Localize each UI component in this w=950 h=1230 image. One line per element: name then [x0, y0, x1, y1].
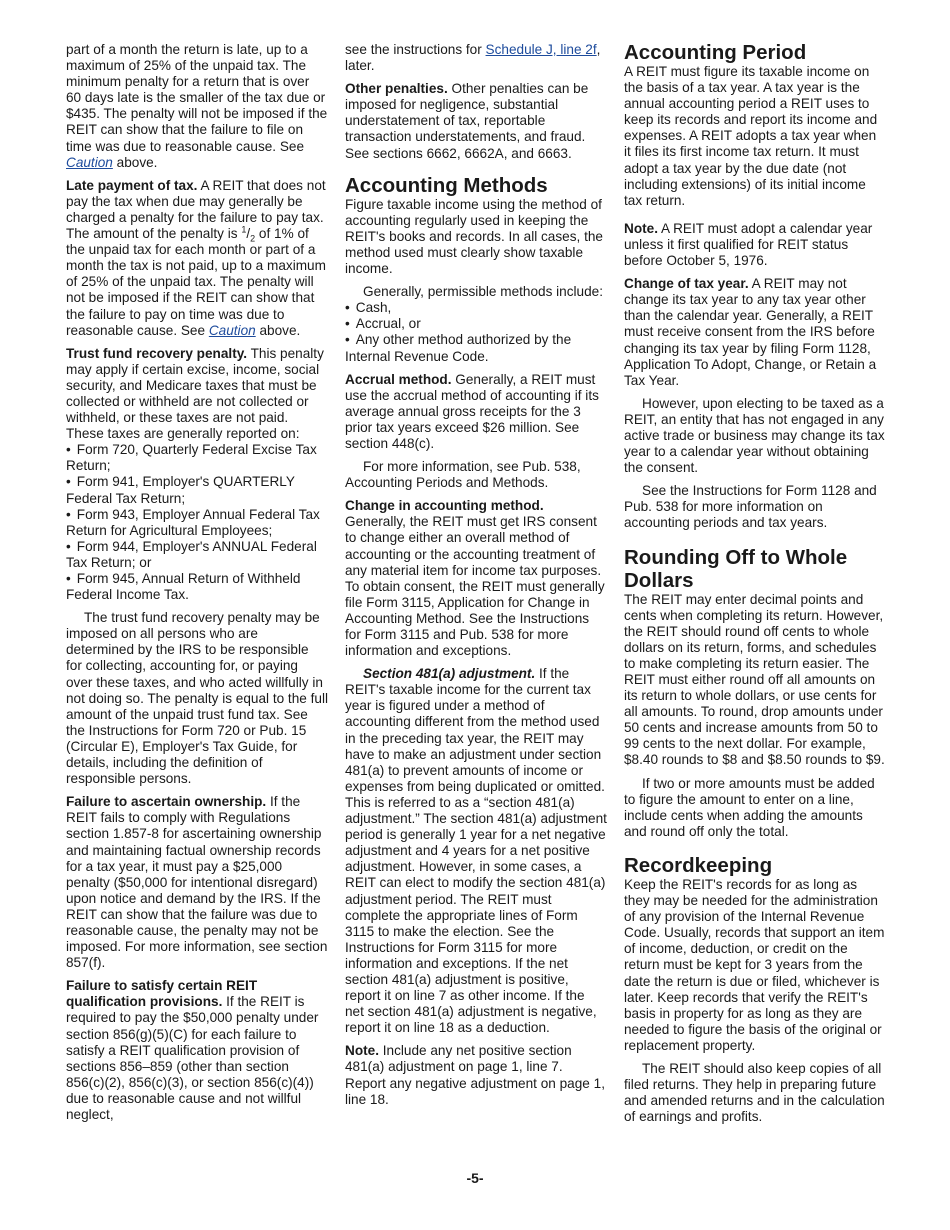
paragraph: Section 481(a) adjustment. If the REIT's taxable income for the current tax year is figured under a method of accounting different from the method used in the preceding tax year, the REIT may have to make an adjustment under section 481(a) to prevent amounts of income or expenses from being duplicated or omitted. This is referred to as a “section 481(a) adjustment.” The section 481(a) adjustment period is generally 1 year for a net negative adjustment and 4 years for a net positive adjustment. However, in some cases, a REIT can elect to modify the section 481(a) adjustment period. The REIT must complete the appropriate lines of Form 3115 to make the election. See the Instructions for Form 3115 for more information and exceptions. If the net section 481(a) adjustment is positive, report it on line 7 as other income. If the net section 481(a) adjustment is negative, report it on line 18 as a deduction.: [345, 666, 607, 1036]
paragraph: Generally, permissible methods include:: [363, 284, 604, 300]
column-2: [345, 42, 607, 1115]
list-item: • Form 944, Employer's ANNUAL Federal Tax Return; or: [66, 539, 328, 571]
column-3: [624, 42, 886, 1132]
methods-list: [345, 300, 607, 364]
run-in-heading: Change in accounting method.: [345, 498, 544, 514]
run-in-heading: Accrual method.: [345, 371, 452, 387]
paragraph: Change of tax year. A REIT may not change its tax year to any tax year other than the calendar year. Generally, a REIT must receive consent from the IRS before changing its tax year by filing Form 1128, Application To Adopt, Change, or Retain a Tax Year.: [624, 276, 877, 388]
page-number: -5-: [466, 1170, 484, 1186]
list-item: • Accrual, or: [345, 316, 607, 332]
run-in-heading: Trust fund recovery penalty.: [66, 345, 248, 361]
run-in-heading: Other penalties.: [345, 81, 448, 97]
paragraph: See the Instructions for Form 1128 and Pub. 538 for more information on accounting periods and tax years.: [624, 483, 877, 531]
paragraph: Change in accounting method. Generally, the REIT must get IRS consent to change either an overall method of accounting or the accounting treatment of any material item for income tax purposes. To obtain consent, the REIT must generally file Form 3115, Application for Change in Accounting Method. See the Instructions for Form 3115 and Pub. 538 for more information and exceptions.: [345, 498, 607, 659]
section-title: Accounting Period: [624, 41, 807, 64]
section-title: Recordkeeping: [624, 853, 773, 877]
paragraph: Other penalties. Other penalties can be imposed for negligence, substantial understatement of tax, reportable transaction understatements, and fraud. See sections 6662, 6662A, and 6663.: [345, 81, 589, 161]
column-1: [66, 42, 328, 1130]
section-title: Accounting Methods: [345, 173, 548, 197]
run-in-heading: Late payment of tax.: [66, 177, 198, 193]
paragraph: Late payment of tax. A REIT that does not pay the tax when due may generally be charged a penalty for the failure to pay tax. The amount of the penalty is $^1/_2$ of 1% of the unpaid tax for each month or part of a month the tax is not paid, up to a maximum of 25% of the unpaid tax. The penalty will not be imposed if the REIT can show that the failure to pay on time was due to reasonable cause. See Caution above.: [66, 177, 326, 338]
schedule-j-link[interactable]: Schedule J, line 2f: [485, 42, 597, 57]
list-item: • Form 943, Employer Annual Federal Tax Return for Agricultural Employees;: [66, 507, 328, 539]
run-in-heading: Change of tax year.: [624, 276, 749, 292]
paragraph: Figure taxable income using the method of accounting regularly used in keeping the REIT's books and records. In all cases, the method used must clearly show taxable income.: [345, 196, 603, 277]
section-title: Rounding Off to Whole Dollars: [624, 545, 848, 592]
caution-link[interactable]: Caution: [66, 154, 113, 170]
paragraph: The REIT may enter decimal points and cents when completing its return. However, the REIT should round off cents to whole dollars on its return, forms, and schedules to make completing its return easier. The REIT must either round off all amounts on its return to whole dollars, or use cents for all amounts. To round, drop amounts under 50 cents and increase amounts from 50 to 99 cents to the next dollar. For example, $8.40 rounds to $8 and $8.50 rounds to $9.: [624, 591, 885, 768]
paragraph: A REIT must figure its taxable income on the basis of a tax year. A tax year is the annual accounting period a REIT uses to keep its records and report its income and expenses. A REIT adopts a tax year when it files its first income tax return. It must adopt a tax year by the due date (not including extensions) of its initial income tax return.: [624, 64, 878, 208]
paragraph: Failure to ascertain ownership. If the REIT fails to comply with Regulations section 1.857-8 for ascertaining ownership and maintaining factual ownership records for a tax year, it must pay a $25,000 penalty ($50,000 for intentional disregard) upon notice and demand by the IRS. If the REIT can show that the failure was due to reasonable cause, the penalty may not be imposed. For more information, see section 857(f).: [66, 794, 328, 971]
form-list: [66, 442, 328, 603]
run-in-heading: Note.: [345, 1043, 379, 1059]
paragraph: The REIT should also keep copies of all filed returns. They help in preparing future and amended returns and in the calculation of earnings and profits.: [624, 1060, 885, 1125]
run-in-heading: Section 481(a) adjustment.: [363, 666, 536, 682]
list-item: • Form 720, Quarterly Federal Excise Tax Return;: [66, 442, 328, 474]
paragraph: If two or more amounts must be added to figure the amount to enter on a line, include cents when adding the amounts and round off only the total.: [624, 775, 875, 839]
list-item: • Form 941, Employer's QUARTERLY Federal Tax Return;: [66, 474, 328, 506]
paragraph: Keep the REIT's records for as long as they may be needed for the administration of any provision of the Internal Revenue Code. Usually, records that support an item of income, deduction, or credit on the return must be kept for 3 years from the date the return is due or filed, whichever is later. Keep records that verify the REIT's basis in property for as long as they are needed to figure the basis of the original or replacement property.: [624, 876, 885, 1053]
paragraph: For more information, see Pub. 538, Accounting Periods and Methods.: [345, 459, 581, 491]
caution-link[interactable]: Caution: [208, 322, 256, 338]
run-in-heading: Failure to satisfy certain REIT qualification provisions.: [66, 978, 258, 1010]
list-item: • Cash,: [345, 300, 607, 316]
paragraph: The trust fund recovery penalty may be imposed on all persons who are determined by the IRS to be responsible for collecting, accounting for, or paying over these taxes, and who acted willfully in not doing so. The penalty is equal to the full amount of the unpaid trust fund tax. See the Instructions for Form 720 or Pub. 15 (Circular E), Employer's Tax Guide, for details, including the definition of responsible persons.: [66, 610, 328, 787]
paragraph: Accrual method. Generally, a REIT must use the accrual method of accounting if its average annual gross receipts for the 3 prior tax years exceed $26 million. See section 448(c).: [345, 371, 599, 451]
run-in-heading: Failure to ascertain ownership.: [66, 794, 267, 810]
paragraph: However, upon electing to be taxed as a REIT, an entity that has not engaged in any active trade or business may change its tax year to a calendar year without obtaining the consent.: [624, 395, 885, 476]
paragraph: part of a month the return is late, up to a maximum of 25% of the unpaid tax. The minimum penalty for a return that is over 60 days late is the smaller of the tax due or $435. The penalty will not be imposed if the REIT can show that the failure to file on time was due to reasonable cause. See Caution above.: [66, 42, 328, 170]
paragraph: Note. Include any net positive section 481(a) adjustment on page 1, line 7. Report any negative adjustment on page 1, line 18.: [345, 1043, 605, 1107]
list-item: • Any other method authorized by the Internal Revenue Code.: [345, 332, 607, 364]
paragraph: Trust fund recovery penalty. This penalty may apply if certain excise, income, social security, and Medicare taxes that must be collected or withheld are not collected or withheld, or these taxes are not paid. These taxes are generally reported on:: [66, 345, 324, 442]
paragraph: Failure to satisfy certain REIT qualification provisions. If the REIT is required to pay the $50,000 penalty under section 856(g)(5)(C) for each failure to satisfy a REIT qualification provision of sections 856–859 (other than section 856(c)(2), 856(c)(3), or section 856(c)(4)) due to reasonable cause and not willful neglect,: [66, 978, 319, 1122]
list-item: • Form 945, Annual Return of Withheld Federal Income Tax.: [66, 571, 328, 603]
paragraph: see the instructions for Schedule J, line 2f, later.: [345, 42, 601, 74]
run-in-heading: Note.: [624, 220, 658, 236]
paragraph: Note. A REIT must adopt a calendar year unless it first qualified for REIT status before October 5, 1976.: [624, 220, 873, 269]
